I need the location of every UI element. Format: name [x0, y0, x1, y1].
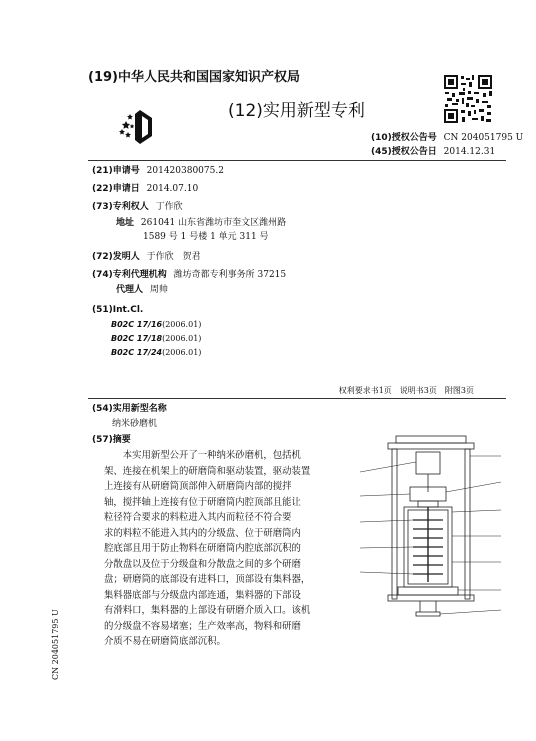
side-publication-number: CN 204051795 U	[51, 609, 60, 680]
abstract-line: 上连接有从研磨筒顶部伸入研磨筒内部的搅拌	[104, 481, 292, 492]
abstract-line: 轴，搅拌轴上连接有位于研磨筒内腔顶部且能让	[104, 496, 301, 508]
abstract-text	[104, 448, 345, 650]
inventor-label: (72)发明人	[92, 252, 140, 262]
pub-date-label: (45)授权公告日	[371, 147, 437, 157]
ipc-entry	[111, 347, 201, 358]
application-date-row	[92, 183, 198, 195]
pub-date-row	[371, 146, 495, 158]
abstract-line: 集料器底部与分级盘内部连通，集料器的下部设	[104, 589, 301, 601]
inventor-value: 于作欣 贺君	[146, 252, 201, 262]
document-type: (12)实用新型专利	[228, 101, 365, 121]
ipc-entry	[111, 319, 201, 330]
patentee-row	[92, 201, 183, 213]
ipc-version: (2006.01)	[162, 334, 202, 343]
ipc-code: B02C 17/24	[111, 348, 163, 357]
agency-label: (74)专利代理机构	[92, 270, 167, 280]
abstract-line: 本实用新型公开了一种纳米砂磨机，包括机	[122, 450, 301, 461]
abstract-label: (57)摘要	[92, 435, 131, 445]
patentee-label: (73)专利权人	[92, 202, 149, 212]
pub-date-value: 2014.12.31	[443, 147, 496, 157]
agent-row	[116, 284, 168, 296]
app-date-label: (22)申请日	[92, 184, 140, 194]
agent-value: 周帅	[149, 285, 168, 295]
ipc-entry	[111, 333, 201, 344]
pages-info: 权利要求书1页 说明书3页 附图3页	[338, 386, 474, 395]
address-label: 地址	[116, 218, 135, 228]
utility-model-title: 纳米砂磨机	[112, 419, 158, 429]
application-number-row	[92, 165, 224, 177]
abstract-line: 有滑料口，集料器的上部设有研磨介质入口。该机	[104, 605, 311, 616]
abstract-line: 粒径符合要求的料粒进入其内而粒径不符合要	[104, 512, 292, 523]
agency-row	[92, 269, 286, 281]
ipc-version: (2006.01)	[162, 348, 202, 357]
abstract-line: 架、连接在机架上的研磨筒和驱动装置，驱动装置	[104, 465, 311, 477]
address-row	[116, 217, 286, 229]
address-line-2: 1589 号 1 号楼 1 单元 311 号	[143, 232, 269, 242]
pub-no-label: (10)授权公告号	[371, 133, 437, 143]
office-name: (19)中华人民共和国国家知识产权局	[88, 70, 300, 85]
agency-value: 潍坊奇都专利事务所 37215	[173, 270, 287, 280]
ipc-code: B02C 17/16	[111, 320, 163, 329]
ipc-version: (2006.01)	[162, 320, 202, 329]
cnipa-logo	[118, 106, 168, 146]
app-no-value: 201420380075.2	[146, 166, 224, 176]
pages-divider	[88, 398, 506, 399]
abstract-drawing	[358, 432, 503, 632]
ipc-code: B02C 17/18	[111, 334, 163, 343]
header-divider	[88, 160, 506, 161]
app-date-value: 2014.07.10	[146, 184, 199, 194]
ipc-label: (51)Int.Cl.	[92, 305, 144, 315]
agent-label: 代理人	[116, 285, 144, 295]
patentee-value: 丁作欣	[155, 202, 183, 212]
pub-no-value: CN 204051795 U	[443, 133, 524, 143]
utility-model-title-label: (54)实用新型名称	[92, 404, 167, 414]
app-no-label: (21)申请号	[92, 166, 140, 176]
qr-code	[443, 74, 493, 124]
pub-no-row	[371, 132, 523, 144]
abstract-line: 求的料粒不能进入其内的分级盘、位于研磨筒内	[104, 527, 301, 539]
abstract-line: 盘；研磨筒的底部设有进料口，顶部设有集料器，	[104, 574, 311, 585]
abstract-line: 腔底部且用于防止物料在研磨筒内腔底部沉积的	[104, 543, 301, 554]
abstract-line: 介质不易在研磨筒底部沉积。	[104, 636, 226, 647]
address-line-1: 261041 山东省潍坊市奎文区潍州路	[140, 218, 287, 228]
abstract-line: 的分级盘不容易堵塞；生产效率高，物料和研磨	[104, 620, 301, 632]
inventor-row	[92, 251, 201, 263]
abstract-line: 分散盘以及位于分级盘和分散盘之间的多个研磨	[104, 558, 301, 570]
